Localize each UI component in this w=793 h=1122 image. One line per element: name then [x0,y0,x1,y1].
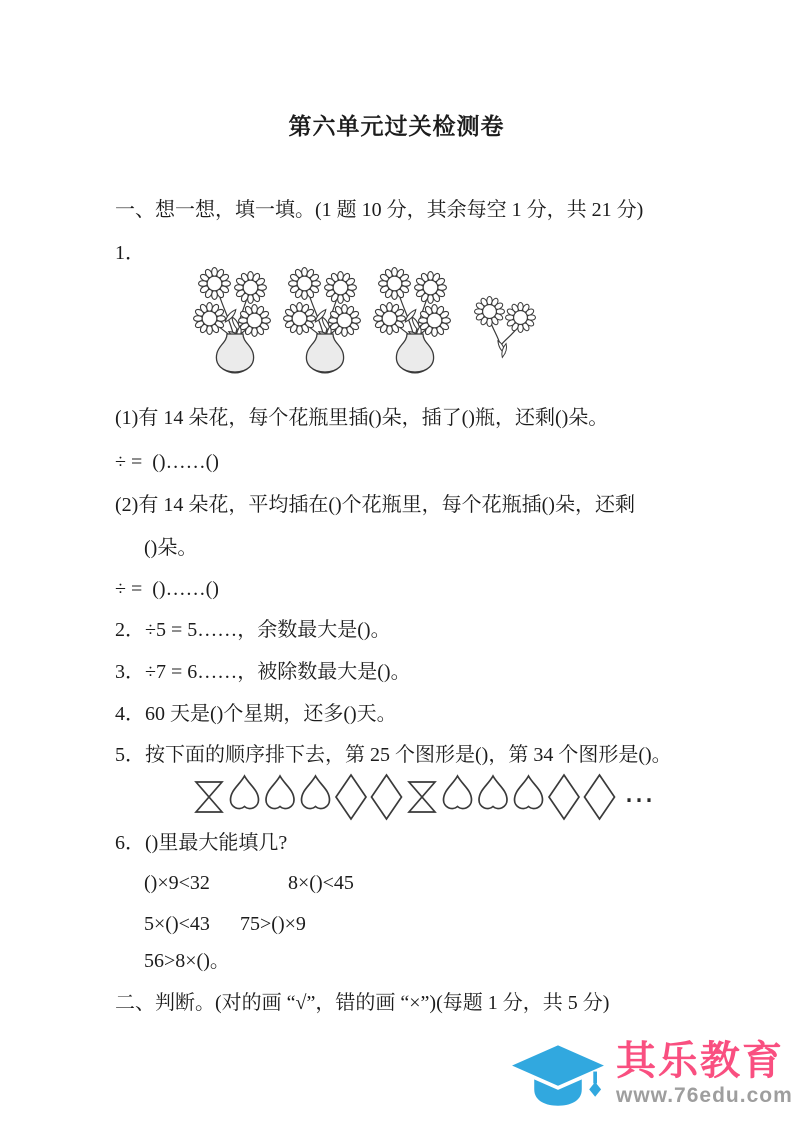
graduation-cap-icon [506,1034,610,1118]
section2-heading: 二、判断。(对的画 “√”，错的画 “×”)(每题 1 分，共 5 分) [115,992,610,1014]
footer-logo [506,1034,793,1118]
vase-3 [374,268,451,373]
q1-part2-line1: (2)有 14 朵花，平均插在()个花瓶里，每个花瓶插()朵，还剩 [115,494,635,516]
q1-formula2: ÷ = ()……() [115,578,219,600]
q1-formula1: ÷ = ()……() [115,451,219,473]
q6-expr-r1c2: 8×()<45 [288,872,354,894]
question-2: 2．÷5 = 5……，余数最大是()。 [115,619,391,641]
q6-expr-r3c1: 56>8×()。 [144,950,230,972]
page-title: 第六单元过关检测卷 [288,113,505,139]
brand-name: 其乐教育 [616,1039,784,1083]
vase-1 [194,268,271,373]
question-6: 6．()里最大能填几? [115,832,288,854]
flower-vases-image [190,257,542,379]
q1-part2-line2: ()朵。 [144,537,198,559]
vase-2 [284,268,361,373]
q1-part1: (1)有 14 朵花，每个花瓶里插()朵，插了()瓶，还剩()朵。 [115,407,609,429]
q6-expr-r2c2: 75>()×9 [240,913,306,935]
brand-url: www.76edu.com [616,1084,793,1107]
question-3: 3．÷7 = 6……，被除数最大是()。 [115,661,411,683]
q1-number: 1． [115,242,145,264]
footer-text-block [616,1034,793,1108]
question-5: 5．按下面的顺序排下去，第 25 个图形是()，第 34 个图形是()。 [115,744,672,766]
question-4: 4．60 天是()个星期，还多()天。 [115,703,397,725]
q6-expr-r1c1: ()×9<32 [144,872,210,894]
q6-expr-r2c1: 5×()<43 [144,913,210,935]
shape-sequence-ellipsis: … [624,775,654,810]
shape-row [196,775,615,819]
shape-sequence-image [192,769,654,825]
section1-heading: 一、想一想，填一填。(1 题 10 分，其余每空 1 分，共 21 分) [115,199,644,221]
loose-flowers [475,297,536,358]
